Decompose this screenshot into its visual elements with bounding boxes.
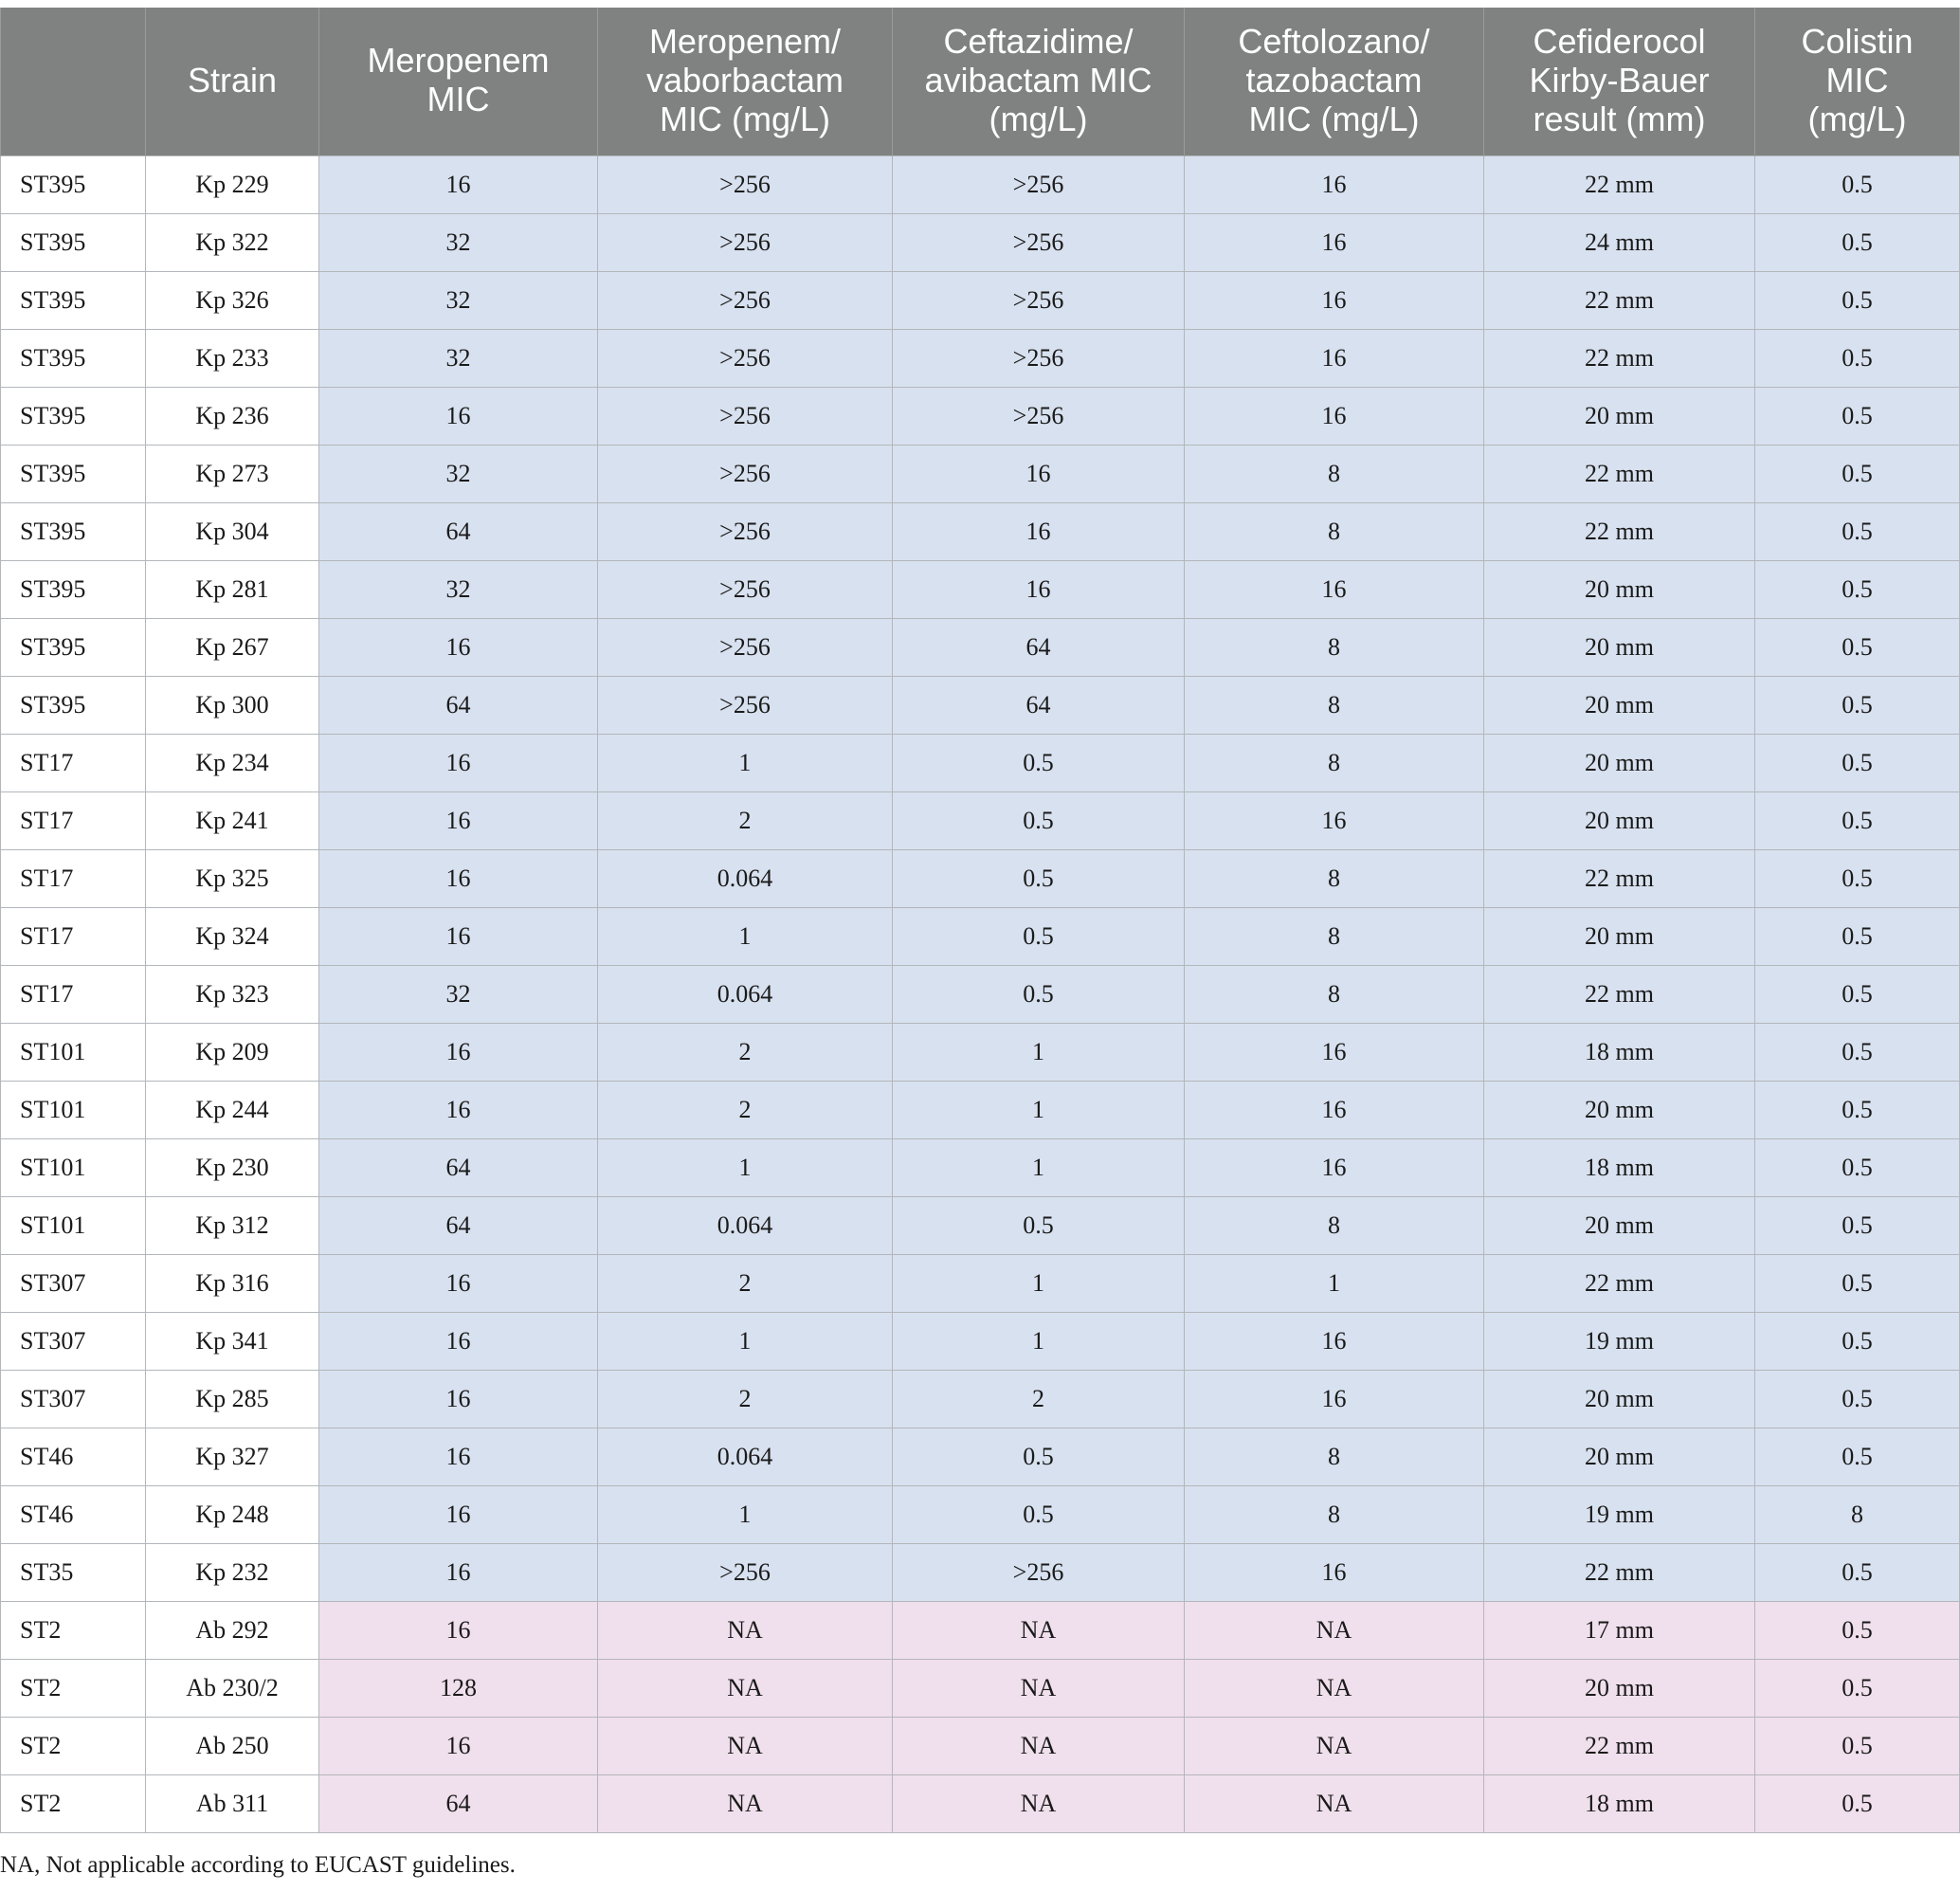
cell-ceftazidime-avibactam-mic: NA — [893, 1775, 1185, 1833]
cell-meropenem-mic: 64 — [319, 1139, 598, 1197]
cell-sequence-type: ST2 — [1, 1660, 146, 1718]
cell-meropenem-vaborbactam-mic: >256 — [598, 388, 893, 446]
table-row — [1, 1428, 1960, 1486]
cell-meropenem-vaborbactam-mic: 2 — [598, 1255, 893, 1313]
cell-strain: Kp 232 — [146, 1544, 319, 1602]
cell-colistin-mic: 0.5 — [1755, 446, 1960, 503]
cell-meropenem-mic: 64 — [319, 1197, 598, 1255]
cell-ceftolozano-tazobactam-mic: 8 — [1185, 1486, 1484, 1544]
cell-ceftolozano-tazobactam-mic: 16 — [1185, 1544, 1484, 1602]
cell-meropenem-vaborbactam-mic: 1 — [598, 735, 893, 792]
cell-meropenem-mic: 64 — [319, 503, 598, 561]
cell-meropenem-mic: 32 — [319, 214, 598, 272]
table-row — [1, 330, 1960, 388]
cell-meropenem-mic: 32 — [319, 446, 598, 503]
cell-sequence-type: ST101 — [1, 1024, 146, 1082]
cell-ceftazidime-avibactam-mic: 2 — [893, 1371, 1185, 1428]
cell-meropenem-mic: 32 — [319, 561, 598, 619]
cell-meropenem-mic: 16 — [319, 1544, 598, 1602]
cell-ceftolozano-tazobactam-mic: 8 — [1185, 446, 1484, 503]
cell-meropenem-mic: 32 — [319, 272, 598, 330]
cell-strain: Ab 230/2 — [146, 1660, 319, 1718]
cell-meropenem-vaborbactam-mic: >256 — [598, 677, 893, 735]
cell-ceftolozano-tazobactam-mic: 16 — [1185, 792, 1484, 850]
table-row — [1, 966, 1960, 1024]
cell-colistin-mic: 0.5 — [1755, 619, 1960, 677]
cell-ceftolozano-tazobactam-mic: 8 — [1185, 966, 1484, 1024]
cell-meropenem-mic: 16 — [319, 1371, 598, 1428]
cell-meropenem-vaborbactam-mic: 1 — [598, 908, 893, 966]
cell-strain: Kp 244 — [146, 1082, 319, 1139]
cell-colistin-mic: 8 — [1755, 1486, 1960, 1544]
cell-meropenem-mic: 16 — [319, 850, 598, 908]
cell-ceftolozano-tazobactam-mic: 8 — [1185, 677, 1484, 735]
cell-sequence-type: ST17 — [1, 908, 146, 966]
table-row — [1, 1024, 1960, 1082]
cell-meropenem-mic: 16 — [319, 1313, 598, 1371]
table-row — [1, 619, 1960, 677]
cell-strain: Kp 234 — [146, 735, 319, 792]
cell-strain: Kp 323 — [146, 966, 319, 1024]
cell-colistin-mic: 0.5 — [1755, 1718, 1960, 1775]
cell-colistin-mic: 0.5 — [1755, 156, 1960, 214]
cell-meropenem-mic: 64 — [319, 677, 598, 735]
table-row — [1, 1313, 1960, 1371]
cell-ceftolozano-tazobactam-mic: 16 — [1185, 561, 1484, 619]
cell-meropenem-vaborbactam-mic: NA — [598, 1660, 893, 1718]
cell-sequence-type: ST101 — [1, 1197, 146, 1255]
cell-strain: Ab 250 — [146, 1718, 319, 1775]
cell-colistin-mic: 0.5 — [1755, 503, 1960, 561]
cell-sequence-type: ST101 — [1, 1139, 146, 1197]
cell-meropenem-vaborbactam-mic: 0.064 — [598, 850, 893, 908]
table-row — [1, 850, 1960, 908]
cell-strain: Kp 229 — [146, 156, 319, 214]
cell-meropenem-mic: 16 — [319, 792, 598, 850]
cell-sequence-type: ST307 — [1, 1371, 146, 1428]
cell-strain: Ab 311 — [146, 1775, 319, 1833]
table-row — [1, 1544, 1960, 1602]
cell-meropenem-vaborbactam-mic: 0.064 — [598, 1428, 893, 1486]
cell-ceftazidime-avibactam-mic: 64 — [893, 677, 1185, 735]
cell-meropenem-mic: 128 — [319, 1660, 598, 1718]
cell-meropenem-vaborbactam-mic: 1 — [598, 1486, 893, 1544]
cell-cefiderocol-result: 20 mm — [1484, 908, 1755, 966]
cell-cefiderocol-result: 20 mm — [1484, 677, 1755, 735]
cell-colistin-mic: 0.5 — [1755, 966, 1960, 1024]
header-strain: Strain — [146, 8, 319, 156]
cell-sequence-type: ST395 — [1, 388, 146, 446]
cell-cefiderocol-result: 22 mm — [1484, 446, 1755, 503]
cell-sequence-type: ST395 — [1, 156, 146, 214]
cell-cefiderocol-result: 20 mm — [1484, 1428, 1755, 1486]
cell-cefiderocol-result: 22 mm — [1484, 156, 1755, 214]
cell-ceftazidime-avibactam-mic: >256 — [893, 214, 1185, 272]
cell-cefiderocol-result: 22 mm — [1484, 503, 1755, 561]
cell-meropenem-vaborbactam-mic: 1 — [598, 1313, 893, 1371]
cell-sequence-type: ST395 — [1, 561, 146, 619]
cell-cefiderocol-result: 22 mm — [1484, 1718, 1755, 1775]
cell-ceftolozano-tazobactam-mic: 16 — [1185, 156, 1484, 214]
cell-strain: Kp 281 — [146, 561, 319, 619]
header-sequence-type — [1, 8, 146, 156]
cell-meropenem-vaborbactam-mic: 2 — [598, 792, 893, 850]
cell-strain: Kp 236 — [146, 388, 319, 446]
cell-sequence-type: ST17 — [1, 966, 146, 1024]
cell-sequence-type: ST395 — [1, 446, 146, 503]
cell-strain: Kp 209 — [146, 1024, 319, 1082]
cell-sequence-type: ST46 — [1, 1428, 146, 1486]
cell-cefiderocol-result: 20 mm — [1484, 561, 1755, 619]
cell-ceftolozano-tazobactam-mic: 8 — [1185, 735, 1484, 792]
cell-meropenem-vaborbactam-mic: NA — [598, 1775, 893, 1833]
header-meropenem-vaborbactam-mic: Meropenem/ vaborbactam MIC (mg/L) — [598, 8, 893, 156]
cell-meropenem-mic: 32 — [319, 330, 598, 388]
cell-colistin-mic: 0.5 — [1755, 1371, 1960, 1428]
cell-meropenem-vaborbactam-mic: >256 — [598, 272, 893, 330]
cell-cefiderocol-result: 18 mm — [1484, 1139, 1755, 1197]
cell-meropenem-mic: 64 — [319, 1775, 598, 1833]
cell-sequence-type: ST2 — [1, 1775, 146, 1833]
cell-ceftazidime-avibactam-mic: >256 — [893, 156, 1185, 214]
cell-ceftazidime-avibactam-mic: NA — [893, 1718, 1185, 1775]
cell-meropenem-vaborbactam-mic: >256 — [598, 561, 893, 619]
cell-ceftolozano-tazobactam-mic: 8 — [1185, 1428, 1484, 1486]
cell-ceftazidime-avibactam-mic: 0.5 — [893, 1486, 1185, 1544]
cell-ceftazidime-avibactam-mic: 1 — [893, 1082, 1185, 1139]
cell-strain: Ab 292 — [146, 1602, 319, 1660]
cell-colistin-mic: 0.5 — [1755, 908, 1960, 966]
cell-meropenem-vaborbactam-mic: 2 — [598, 1082, 893, 1139]
cell-strain: Kp 322 — [146, 214, 319, 272]
cell-ceftolozano-tazobactam-mic: 16 — [1185, 1082, 1484, 1139]
cell-ceftolozano-tazobactam-mic: NA — [1185, 1660, 1484, 1718]
header-cefiderocol-kirby-bauer: Cefiderocol Kirby-Bauer result (mm) — [1484, 8, 1755, 156]
cell-strain: Kp 267 — [146, 619, 319, 677]
cell-ceftolozano-tazobactam-mic: 8 — [1185, 503, 1484, 561]
cell-ceftolozano-tazobactam-mic: 8 — [1185, 850, 1484, 908]
table-row — [1, 908, 1960, 966]
cell-ceftazidime-avibactam-mic: 1 — [893, 1255, 1185, 1313]
table-row — [1, 1371, 1960, 1428]
cell-sequence-type: ST395 — [1, 214, 146, 272]
cell-meropenem-mic: 32 — [319, 966, 598, 1024]
table-row — [1, 792, 1960, 850]
cell-colistin-mic: 0.5 — [1755, 388, 1960, 446]
cell-colistin-mic: 0.5 — [1755, 1313, 1960, 1371]
cell-ceftolozano-tazobactam-mic: 16 — [1185, 1313, 1484, 1371]
cell-meropenem-vaborbactam-mic: 2 — [598, 1024, 893, 1082]
cell-cefiderocol-result: 22 mm — [1484, 272, 1755, 330]
cell-strain: Kp 300 — [146, 677, 319, 735]
cell-sequence-type: ST101 — [1, 1082, 146, 1139]
cell-colistin-mic: 0.5 — [1755, 214, 1960, 272]
cell-meropenem-mic: 16 — [319, 1718, 598, 1775]
cell-colistin-mic: 0.5 — [1755, 1255, 1960, 1313]
cell-meropenem-vaborbactam-mic: >256 — [598, 156, 893, 214]
cell-ceftolozano-tazobactam-mic: NA — [1185, 1718, 1484, 1775]
cell-ceftolozano-tazobactam-mic: 16 — [1185, 330, 1484, 388]
cell-meropenem-mic: 16 — [319, 1082, 598, 1139]
cell-meropenem-vaborbactam-mic: >256 — [598, 503, 893, 561]
cell-meropenem-vaborbactam-mic: 1 — [598, 1139, 893, 1197]
cell-ceftolozano-tazobactam-mic: 16 — [1185, 1024, 1484, 1082]
cell-strain: Kp 327 — [146, 1428, 319, 1486]
cell-colistin-mic: 0.5 — [1755, 1082, 1960, 1139]
cell-sequence-type: ST2 — [1, 1602, 146, 1660]
cell-strain: Kp 324 — [146, 908, 319, 966]
cell-ceftazidime-avibactam-mic: >256 — [893, 272, 1185, 330]
cell-ceftolozano-tazobactam-mic: 8 — [1185, 908, 1484, 966]
cell-cefiderocol-result: 20 mm — [1484, 1660, 1755, 1718]
cell-cefiderocol-result: 20 mm — [1484, 792, 1755, 850]
cell-colistin-mic: 0.5 — [1755, 1544, 1960, 1602]
cell-meropenem-vaborbactam-mic: 2 — [598, 1371, 893, 1428]
cell-ceftazidime-avibactam-mic: >256 — [893, 330, 1185, 388]
cell-colistin-mic: 0.5 — [1755, 561, 1960, 619]
cell-strain: Kp 285 — [146, 1371, 319, 1428]
header-ceftolozano-tazobactam-mic: Ceftolozano/ tazobactam MIC (mg/L) — [1185, 8, 1484, 156]
cell-cefiderocol-result: 20 mm — [1484, 735, 1755, 792]
table-row — [1, 446, 1960, 503]
cell-cefiderocol-result: 20 mm — [1484, 619, 1755, 677]
cell-strain: Kp 326 — [146, 272, 319, 330]
cell-meropenem-mic: 16 — [319, 1602, 598, 1660]
cell-colistin-mic: 0.5 — [1755, 1775, 1960, 1833]
cell-cefiderocol-result: 22 mm — [1484, 966, 1755, 1024]
cell-sequence-type: ST307 — [1, 1313, 146, 1371]
cell-strain: Kp 241 — [146, 792, 319, 850]
cell-meropenem-mic: 16 — [319, 908, 598, 966]
cell-strain: Kp 312 — [146, 1197, 319, 1255]
cell-sequence-type: ST35 — [1, 1544, 146, 1602]
table-row — [1, 1718, 1960, 1775]
table-row — [1, 1255, 1960, 1313]
table-row — [1, 1660, 1960, 1718]
table-row — [1, 388, 1960, 446]
cell-ceftazidime-avibactam-mic: 0.5 — [893, 908, 1185, 966]
cell-ceftazidime-avibactam-mic: 0.5 — [893, 735, 1185, 792]
cell-ceftazidime-avibactam-mic: 64 — [893, 619, 1185, 677]
cell-colistin-mic: 0.5 — [1755, 1024, 1960, 1082]
cell-cefiderocol-result: 17 mm — [1484, 1602, 1755, 1660]
cell-sequence-type: ST395 — [1, 272, 146, 330]
header-ceftazidime-avibactam-mic: Ceftazidime/ avibactam MIC (mg/L) — [893, 8, 1185, 156]
table-row — [1, 503, 1960, 561]
table-row — [1, 1602, 1960, 1660]
table-row — [1, 1139, 1960, 1197]
cell-strain: Kp 248 — [146, 1486, 319, 1544]
susceptibility-table — [0, 8, 1960, 1833]
table-row — [1, 735, 1960, 792]
cell-colistin-mic: 0.5 — [1755, 735, 1960, 792]
cell-ceftazidime-avibactam-mic: 16 — [893, 446, 1185, 503]
cell-ceftazidime-avibactam-mic: NA — [893, 1660, 1185, 1718]
cell-cefiderocol-result: 18 mm — [1484, 1024, 1755, 1082]
table-row — [1, 1775, 1960, 1833]
cell-sequence-type: ST395 — [1, 330, 146, 388]
cell-ceftazidime-avibactam-mic: 16 — [893, 561, 1185, 619]
cell-meropenem-vaborbactam-mic: >256 — [598, 619, 893, 677]
table-row — [1, 1082, 1960, 1139]
cell-meropenem-mic: 16 — [319, 735, 598, 792]
table-row — [1, 272, 1960, 330]
header-meropenem-mic: Meropenem MIC — [319, 8, 598, 156]
cell-ceftazidime-avibactam-mic: >256 — [893, 388, 1185, 446]
cell-colistin-mic: 0.5 — [1755, 1197, 1960, 1255]
cell-ceftolozano-tazobactam-mic: NA — [1185, 1602, 1484, 1660]
cell-meropenem-vaborbactam-mic: 0.064 — [598, 966, 893, 1024]
table-row — [1, 1486, 1960, 1544]
cell-ceftazidime-avibactam-mic: 0.5 — [893, 1428, 1185, 1486]
cell-cefiderocol-result: 20 mm — [1484, 1197, 1755, 1255]
cell-ceftazidime-avibactam-mic: 0.5 — [893, 1197, 1185, 1255]
cell-meropenem-mic: 16 — [319, 1255, 598, 1313]
cell-sequence-type: ST307 — [1, 1255, 146, 1313]
footnote: NA, Not applicable according to EUCAST guidelines. — [0, 1852, 516, 1878]
cell-meropenem-vaborbactam-mic: >256 — [598, 446, 893, 503]
cell-ceftazidime-avibactam-mic: 16 — [893, 503, 1185, 561]
table-body — [1, 156, 1960, 1833]
cell-meropenem-mic: 16 — [319, 1486, 598, 1544]
cell-colistin-mic: 0.5 — [1755, 1602, 1960, 1660]
cell-cefiderocol-result: 22 mm — [1484, 850, 1755, 908]
table-row — [1, 156, 1960, 214]
cell-strain: Kp 233 — [146, 330, 319, 388]
cell-meropenem-mic: 16 — [319, 619, 598, 677]
cell-strain: Kp 230 — [146, 1139, 319, 1197]
cell-ceftolozano-tazobactam-mic: 16 — [1185, 1371, 1484, 1428]
cell-ceftolozano-tazobactam-mic: 16 — [1185, 214, 1484, 272]
cell-ceftazidime-avibactam-mic: >256 — [893, 1544, 1185, 1602]
cell-cefiderocol-result: 18 mm — [1484, 1775, 1755, 1833]
cell-colistin-mic: 0.5 — [1755, 330, 1960, 388]
cell-cefiderocol-result: 24 mm — [1484, 214, 1755, 272]
header-colistin-mic: Colistin MIC (mg/L) — [1755, 8, 1960, 156]
cell-cefiderocol-result: 20 mm — [1484, 1371, 1755, 1428]
cell-ceftazidime-avibactam-mic: 1 — [893, 1024, 1185, 1082]
cell-cefiderocol-result: 22 mm — [1484, 1544, 1755, 1602]
table-row — [1, 561, 1960, 619]
cell-strain: Kp 325 — [146, 850, 319, 908]
cell-colistin-mic: 0.5 — [1755, 677, 1960, 735]
cell-sequence-type: ST395 — [1, 503, 146, 561]
table-row — [1, 677, 1960, 735]
cell-strain: Kp 316 — [146, 1255, 319, 1313]
header-row — [1, 8, 1960, 156]
cell-ceftolozano-tazobactam-mic: 16 — [1185, 1139, 1484, 1197]
cell-ceftolozano-tazobactam-mic: 1 — [1185, 1255, 1484, 1313]
cell-cefiderocol-result: 20 mm — [1484, 388, 1755, 446]
cell-meropenem-vaborbactam-mic: >256 — [598, 330, 893, 388]
cell-sequence-type: ST17 — [1, 792, 146, 850]
cell-ceftazidime-avibactam-mic: NA — [893, 1602, 1185, 1660]
cell-meropenem-mic: 16 — [319, 1024, 598, 1082]
cell-ceftazidime-avibactam-mic: 0.5 — [893, 966, 1185, 1024]
cell-colistin-mic: 0.5 — [1755, 1428, 1960, 1486]
cell-meropenem-mic: 16 — [319, 1428, 598, 1486]
cell-ceftazidime-avibactam-mic: 0.5 — [893, 792, 1185, 850]
cell-ceftolozano-tazobactam-mic: 8 — [1185, 619, 1484, 677]
cell-colistin-mic: 0.5 — [1755, 1660, 1960, 1718]
cell-colistin-mic: 0.5 — [1755, 1139, 1960, 1197]
cell-cefiderocol-result: 22 mm — [1484, 1255, 1755, 1313]
cell-sequence-type: ST17 — [1, 735, 146, 792]
cell-ceftolozano-tazobactam-mic: 8 — [1185, 1197, 1484, 1255]
cell-meropenem-vaborbactam-mic: >256 — [598, 214, 893, 272]
cell-colistin-mic: 0.5 — [1755, 850, 1960, 908]
cell-sequence-type: ST17 — [1, 850, 146, 908]
cell-meropenem-vaborbactam-mic: >256 — [598, 1544, 893, 1602]
cell-cefiderocol-result: 19 mm — [1484, 1313, 1755, 1371]
cell-cefiderocol-result: 22 mm — [1484, 330, 1755, 388]
cell-cefiderocol-result: 20 mm — [1484, 1082, 1755, 1139]
cell-meropenem-mic: 16 — [319, 156, 598, 214]
cell-ceftolozano-tazobactam-mic: 16 — [1185, 272, 1484, 330]
table-row — [1, 1197, 1960, 1255]
cell-cefiderocol-result: 19 mm — [1484, 1486, 1755, 1544]
cell-meropenem-mic: 16 — [319, 388, 598, 446]
cell-strain: Kp 273 — [146, 446, 319, 503]
cell-ceftolozano-tazobactam-mic: NA — [1185, 1775, 1484, 1833]
table-row — [1, 214, 1960, 272]
cell-sequence-type: ST2 — [1, 1718, 146, 1775]
cell-strain: Kp 341 — [146, 1313, 319, 1371]
cell-ceftazidime-avibactam-mic: 0.5 — [893, 850, 1185, 908]
cell-ceftazidime-avibactam-mic: 1 — [893, 1313, 1185, 1371]
cell-meropenem-vaborbactam-mic: NA — [598, 1602, 893, 1660]
cell-meropenem-vaborbactam-mic: 0.064 — [598, 1197, 893, 1255]
cell-colistin-mic: 0.5 — [1755, 272, 1960, 330]
cell-strain: Kp 304 — [146, 503, 319, 561]
cell-ceftolozano-tazobactam-mic: 16 — [1185, 388, 1484, 446]
cell-sequence-type: ST395 — [1, 619, 146, 677]
cell-sequence-type: ST395 — [1, 677, 146, 735]
cell-colistin-mic: 0.5 — [1755, 792, 1960, 850]
cell-meropenem-vaborbactam-mic: NA — [598, 1718, 893, 1775]
cell-ceftazidime-avibactam-mic: 1 — [893, 1139, 1185, 1197]
cell-sequence-type: ST46 — [1, 1486, 146, 1544]
